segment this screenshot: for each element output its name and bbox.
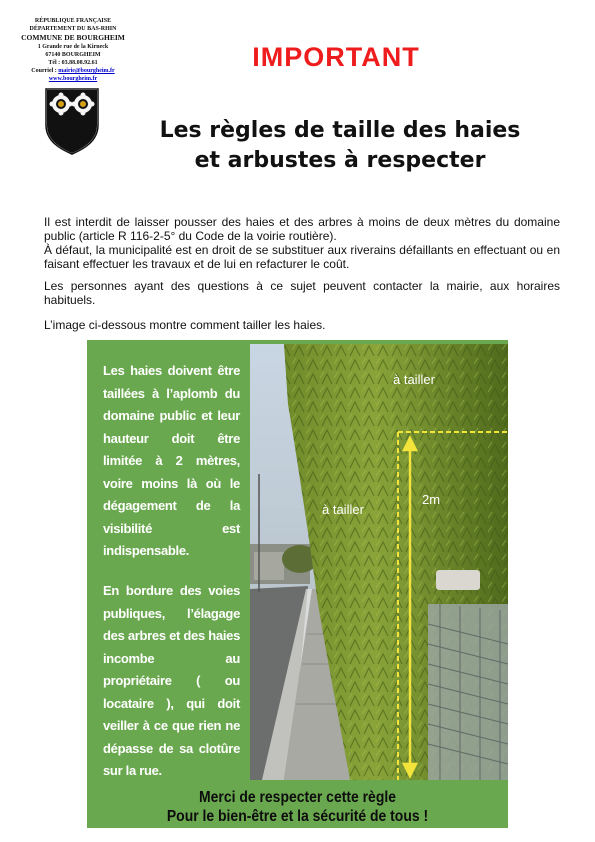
mairie-header <box>10 17 136 83</box>
website-line <box>10 75 136 83</box>
department-line: DÉPARTEMENT DU BAS-RHIN <box>29 26 117 32</box>
page-title <box>120 116 560 176</box>
address-city: 67140 BOURGHEIM <box>45 52 101 58</box>
poster-footer-1: Merci de respecter cette règle <box>199 789 396 806</box>
coat-of-arms-icon <box>44 87 100 155</box>
important-heading: IMPORTANT <box>252 42 420 72</box>
email-line <box>10 67 136 75</box>
title-line-2: et arbustes à respecter <box>194 148 486 173</box>
default-text: À défaut, la municipalité est en droit de se substituer aux riverains défaillants en effectuant ou en faisant effectuer les travaux et de lui en refacturer le coût. <box>44 243 560 271</box>
email-link[interactable]: mairie@bourgheim.fr <box>58 68 115 74</box>
image-caption: L’image ci-dessous montre comment tailler les haies. <box>44 318 326 332</box>
hedge-poster <box>87 340 508 828</box>
address-street: 1 Grande rue de la Kirneck <box>37 44 109 50</box>
hedge-photo <box>250 344 508 780</box>
website-link[interactable]: www.bourgheim.fr <box>48 76 98 82</box>
contact-paragraph: Les personnes ayant des questions à ce sujet peuvent contacter la mairie, aux horaires habituels. <box>44 279 560 307</box>
poster-text-hedges: Les haies doivent être taillées à l’aplomb du domaine public et leur hauteur doit être limitée à 2 mètres, voire moins là où le dégagement de la visibilité est indispensable. <box>103 363 240 558</box>
label-cut-side: à tailler <box>322 502 364 517</box>
email-label: Courriel : <box>31 68 57 74</box>
intro-paragraph <box>44 215 560 271</box>
poster-footer-2: Pour le bien-être et la sécurité de tous ! <box>166 808 429 825</box>
label-height: 2m <box>422 492 441 507</box>
phone-number: Tél : 03.88.08.92.61 <box>48 60 98 66</box>
republic-line: RÉPUBLIQUE FRANÇAISE <box>34 18 112 24</box>
rule-text: Il est interdit de laisser pousser des haies et des arbres à moins de deux mètres du domaine public (article R 116-2-5° du Code de la voirie routière). <box>44 215 560 243</box>
poster-text-pruning: En bordure des voies publiques, l’élagage des arbres et des haies incombe au propriétaire ( ou locataire ), qui doit veiller à ce que rien ne dépasse de sa clotûre sur la rue. <box>103 583 240 778</box>
commune-name: COMMUNE DE BOURGHEIM <box>21 33 125 42</box>
title-line-1: Les règles de taille des haies <box>159 118 521 143</box>
label-cut-top: à tailler <box>393 372 435 387</box>
